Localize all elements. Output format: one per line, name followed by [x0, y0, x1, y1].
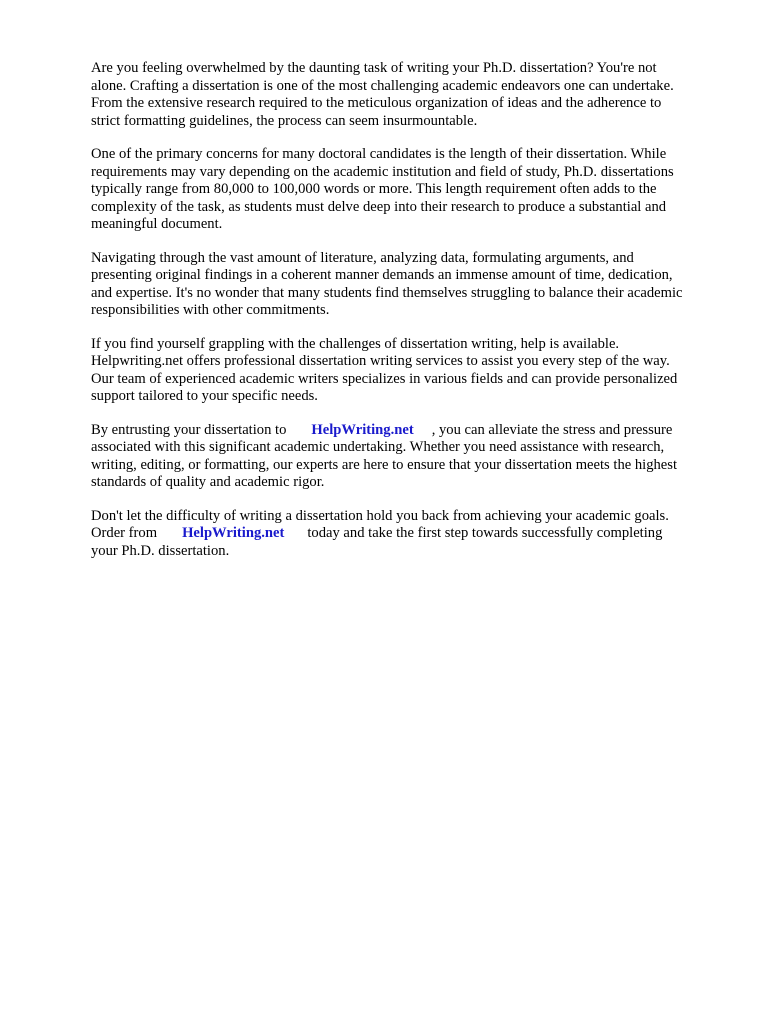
paragraph-entrusting-lead: By entrusting your dissertation to: [91, 421, 287, 438]
helpwriting-link[interactable]: HelpWriting.net: [311, 421, 414, 438]
paragraph-intro: Are you feeling overwhelmed by the daunting task of writing your Ph.D. dissertation? You're not alone. Crafting a dissertation is one of the most challenging academic endeavors one can undertake. From the extensive research required to the meticulous organization of ideas and the adherence to strict formatting guidelines, the process can seem insurmountable.: [91, 60, 674, 129]
paragraph-help: If you find yourself grappling with the challenges of dissertation writing, help is available. Helpwriting.net offers professional dissertation writing services to assist you every step of the way. Our team of experienced academic writers specializes in various fields and can provide personalized support tailored to your specific needs.: [91, 335, 678, 404]
paragraph-entrusting-rest: , you can alleviate the stress and pressure associated with this significant academic undertaking. Whether you need assistance with research, writing, editing, or formatting, our experts are here to ensure that your dissertation meets the highest standards of quality and academic rigor.: [91, 421, 678, 490]
paragraph-order-lead: Order from: [91, 525, 158, 541]
paragraph-order-rest: today and take the first step towards successfully completing your Ph.D. dissertation.: [91, 525, 663, 559]
paragraph-order: [91, 508, 731, 561]
paragraph-length: One of the primary concerns for many doctoral candidates is the length of their dissertation. While requirements may vary depending on the academic institution and field of study, Ph.D. dissertations typically range from 80,000 to 100,000 words or more. This length requirement often adds to the complexity of the task, as students must delve deep into their research to produce a substantial and meaningful document.: [91, 146, 674, 232]
paragraph-entrusting: [91, 422, 731, 492]
paragraph-challenges: Navigating through the vast amount of literature, analyzing data, formulating arguments, and presenting original findings in a coherent manner demands an immense amount of time, dedication, and expertise. It's no wonder that many students find themselves struggling to balance their academic responsibilities with other commitments.: [91, 249, 683, 318]
paragraph-order-line1: Don't let the difficulty of writing a dissertation hold you back from achieving your academic goals.: [91, 507, 669, 524]
document-body: [91, 60, 731, 576]
helpwriting-order-link[interactable]: HelpWriting.net: [182, 525, 285, 541]
